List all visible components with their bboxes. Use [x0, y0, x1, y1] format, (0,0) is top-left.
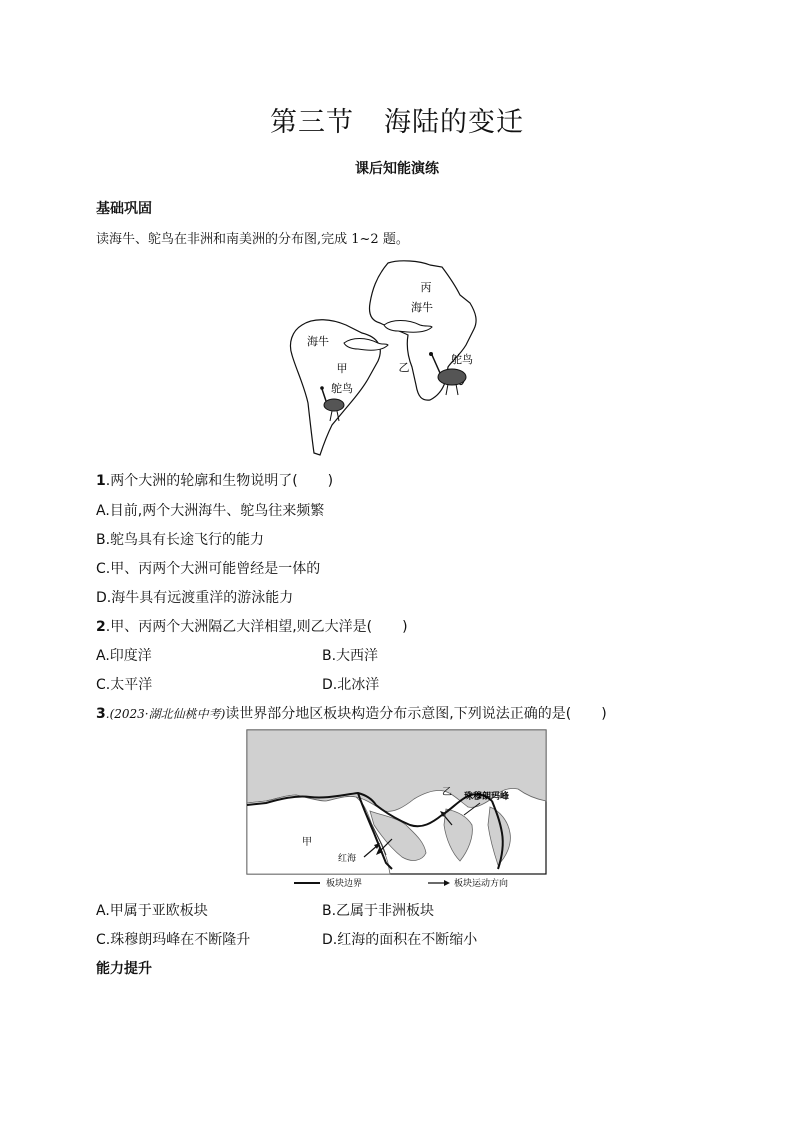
africa-south-america-map	[280, 255, 510, 460]
q1-number: 1	[96, 473, 106, 489]
legend-arrow-head	[444, 880, 450, 886]
q3-source: .(2023·湖北仙桃中考)	[105, 707, 226, 721]
q2-number: 2	[96, 619, 106, 635]
q1-option-d: D.海牛具有远渡重洋的游泳能力	[96, 590, 294, 606]
q3-option-c: C.珠穆朗玛峰在不断隆升	[96, 932, 251, 948]
question-3: 3.(2023·湖北仙桃中考)读世界部分地区板块构造分布示意图,下列说法正确的是( )	[96, 706, 607, 722]
map2-label-everest: 珠穆朗玛峰	[464, 792, 510, 802]
q2-option-b: B.大西洋	[322, 648, 379, 664]
q3-option-d: D.红海的面积在不断缩小	[322, 932, 478, 948]
label-yi: 乙	[398, 361, 410, 374]
section-advanced: 能力提升	[96, 961, 152, 977]
page-subtitle: 课后知能演练	[355, 161, 439, 177]
manatee-icon-south-america	[344, 339, 388, 351]
title-part2: 海陆的变迁	[384, 107, 524, 138]
map2-label-yi: 乙	[442, 787, 452, 798]
q1-option-a: A.目前,两个大洲海牛、鸵鸟往来频繁	[96, 503, 325, 519]
legend-direction-label: 板块运动方向	[454, 879, 509, 889]
q3-option-a: A.甲属于亚欧板块	[96, 903, 208, 919]
q2-option-a: A.印度洋	[96, 648, 152, 664]
section-basic: 基础巩固	[96, 201, 152, 217]
label-jia: 甲	[336, 362, 348, 375]
question-1: 1.两个大洲的轮廓和生物说明了( )	[96, 473, 334, 489]
q3-option-b: B.乙属于非洲板块	[322, 903, 435, 919]
label-tuoniao-sa: 鸵鸟	[331, 382, 353, 395]
q1-option-b: B.鸵鸟具有长途飞行的能力	[96, 532, 265, 548]
q1-option-c: C.甲、丙两个大洲可能曾经是一体的	[96, 561, 321, 577]
q2-option-c: C.太平洋	[96, 677, 153, 693]
page-title	[0, 100, 794, 139]
label-tuoniao-africa: 鸵鸟	[451, 353, 473, 366]
label-hainiu-africa: 海牛	[411, 301, 433, 314]
q2-stem: .甲、丙两个大洲隔乙大洋相望,则乙大洋是(	[105, 619, 373, 635]
q3-number: 3	[96, 706, 106, 722]
map2-label-jia: 甲	[302, 837, 312, 848]
plate-tectonics-map	[246, 729, 548, 891]
map2-label-red-sea: 红海	[338, 854, 357, 864]
intro-text: 读海牛、鸵鸟在非洲和南美洲的分布图,完成 1~2 题。	[96, 232, 409, 247]
q3-stem: 读世界部分地区板块构造分布示意图,下列说法正确的是(	[225, 706, 572, 722]
label-hainiu-sa: 海牛	[307, 335, 329, 348]
label-bing: 丙	[420, 281, 432, 294]
q1-stem: .两个大洲的轮廓和生物说明了(	[105, 473, 298, 489]
q2-option-d: D.北冰洋	[322, 677, 380, 693]
question-2: 2.甲、丙两个大洲隔乙大洋相望,则乙大洋是( )	[96, 619, 408, 635]
title-part1: 第三节	[270, 107, 354, 138]
legend-boundary-label: 板块边界	[326, 879, 363, 889]
